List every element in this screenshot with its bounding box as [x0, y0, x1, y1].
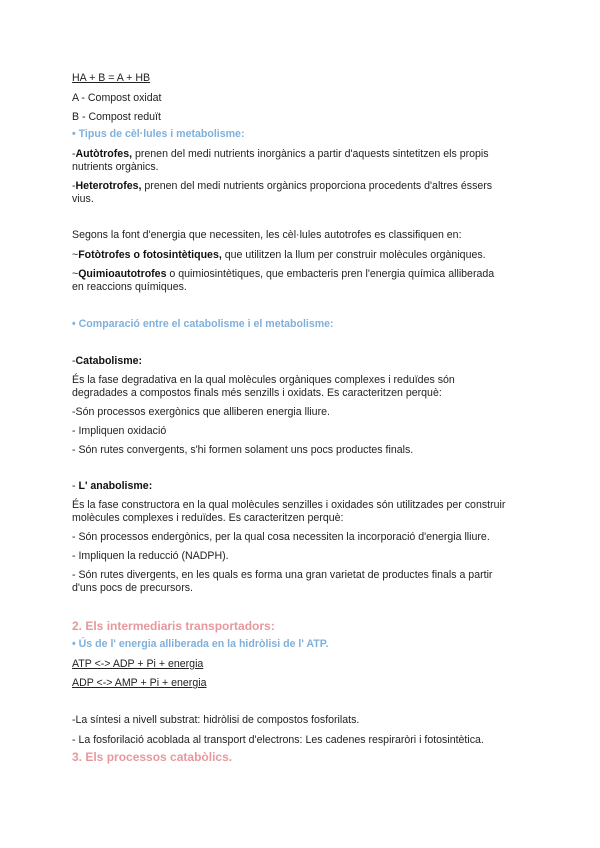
autotrofes-term: Autòtrofes, — [75, 148, 133, 160]
catabolisme-prefix: - — [72, 355, 76, 367]
fototrofes-term: Fotòtrofes o fotosintètiques, — [78, 249, 222, 261]
autotrofes-line-2: nutrients orgànics. — [72, 161, 159, 173]
compost-oxidat-line: A - Compost oxidat — [72, 92, 162, 104]
quimioautotrofes-text-1: o quimiosintètiques, que embacteris pren l'energia química alliberada — [166, 268, 495, 280]
compost-reduit-line: B - Compost reduït — [72, 111, 161, 123]
anabolisme-line-6: d'uns pocs de precursors. — [72, 582, 193, 594]
anabolisme-line-2: molècules complexes i reduïdes. Es caracteritzen perquè: — [72, 512, 344, 524]
heading-intermediaris: 2. Els intermediaris transportadors: — [72, 619, 275, 633]
heterotrofes-line-2: vius. — [72, 193, 94, 205]
heading-us-energia-atp: • Ús de l' energia alliberada en la hidròlisi de l' ATP. — [72, 638, 329, 650]
equation-ha-b: HA + B = A + HB — [72, 72, 151, 84]
quimioautotrofes-line-1 — [72, 268, 494, 281]
anabolisme-prefix: - — [72, 480, 79, 492]
autotrofes-text-1: prenen del medi nutrients inorgànics a partir d'aquests sintetitzen els propis — [132, 148, 489, 160]
heterotrofes-prefix: - — [72, 180, 76, 192]
anabolisme-heading — [72, 480, 152, 493]
segons-font-energia: Segons la font d'energia que necessiten, les cèl·lules autotrofes es classifiquen en: — [72, 229, 462, 241]
catabolisme-line-4: - Impliquen oxidació — [72, 425, 167, 437]
autotrofes-line-1 — [72, 148, 489, 161]
quimioautotrofes-prefix: ~ — [72, 268, 79, 280]
anabolisme-line-3: - Són processos endergònics, per la qual cosa necessiten la incorporació d'energia lliure. — [72, 531, 490, 543]
anabolisme-term: L' anabolisme: — [78, 480, 153, 492]
fosforilacio-acoblada: - La fosforilació acoblada al transport d'electrons: Les cadenes respiraròri i fotosintètica. — [72, 734, 484, 746]
anabolisme-line-4: - Impliquen la reducció (NADPH). — [72, 550, 229, 562]
fototrofes-line — [72, 249, 486, 262]
anabolisme-line-1: És la fase constructora en la qual molècules senzilles i oxidades són utilitzades per construir — [72, 499, 506, 511]
quimioautotrofes-term: Quimioautotrofes — [78, 268, 167, 280]
quimioautotrofes-line-2: en reaccions químiques. — [72, 281, 187, 293]
fototrofes-prefix: ~ — [72, 249, 79, 261]
heterotrofes-text-1: prenen del medi nutrients orgànics proporciona procedents d'altres éssers — [141, 180, 493, 192]
catabolisme-line-5: - Són rutes convergents, s'hi formen solament uns pocs productes finals. — [72, 444, 414, 456]
catabolisme-term: Catabolisme: — [75, 355, 143, 367]
catabolisme-line-2: degradades a compostos finals més senzills i oxidats. Es caracteritzen perquè: — [72, 387, 442, 399]
equation-atp-adp: ATP <-> ADP + Pi + energia — [72, 658, 204, 670]
catabolisme-line-1: És la fase degradativa en la qual molècules orgàniques complexes i reduïdes són — [72, 374, 455, 386]
sintesi-substrat: -La síntesi a nivell substrat: hidròlisi de compostos fosforilats. — [72, 714, 360, 726]
anabolisme-line-5: - Són rutes divergents, en les quals es forma una gran varietat de productes finals a partir — [72, 569, 493, 581]
catabolisme-line-3: -Són processos exergònics que alliberen energia lliure. — [72, 406, 330, 418]
fototrofes-text: que utilitzen la llum per construir molècules orgàniques. — [221, 249, 486, 261]
equation-adp-amp: ADP <-> AMP + Pi + energia — [72, 677, 207, 689]
heading-processos-catabolics: 3. Els processos catabòlics. — [72, 750, 233, 764]
heading-comparacio: • Comparació entre el catabolisme i el metabolisme: — [72, 318, 334, 330]
heterotrofes-term: Heterotrofes, — [75, 180, 142, 192]
heading-tipus-cellules: • Tipus de cèl·lules i metabolisme: — [72, 128, 245, 140]
catabolisme-heading — [72, 355, 142, 368]
heterotrofes-line-1 — [72, 180, 492, 193]
autotrofes-prefix: - — [72, 148, 76, 160]
